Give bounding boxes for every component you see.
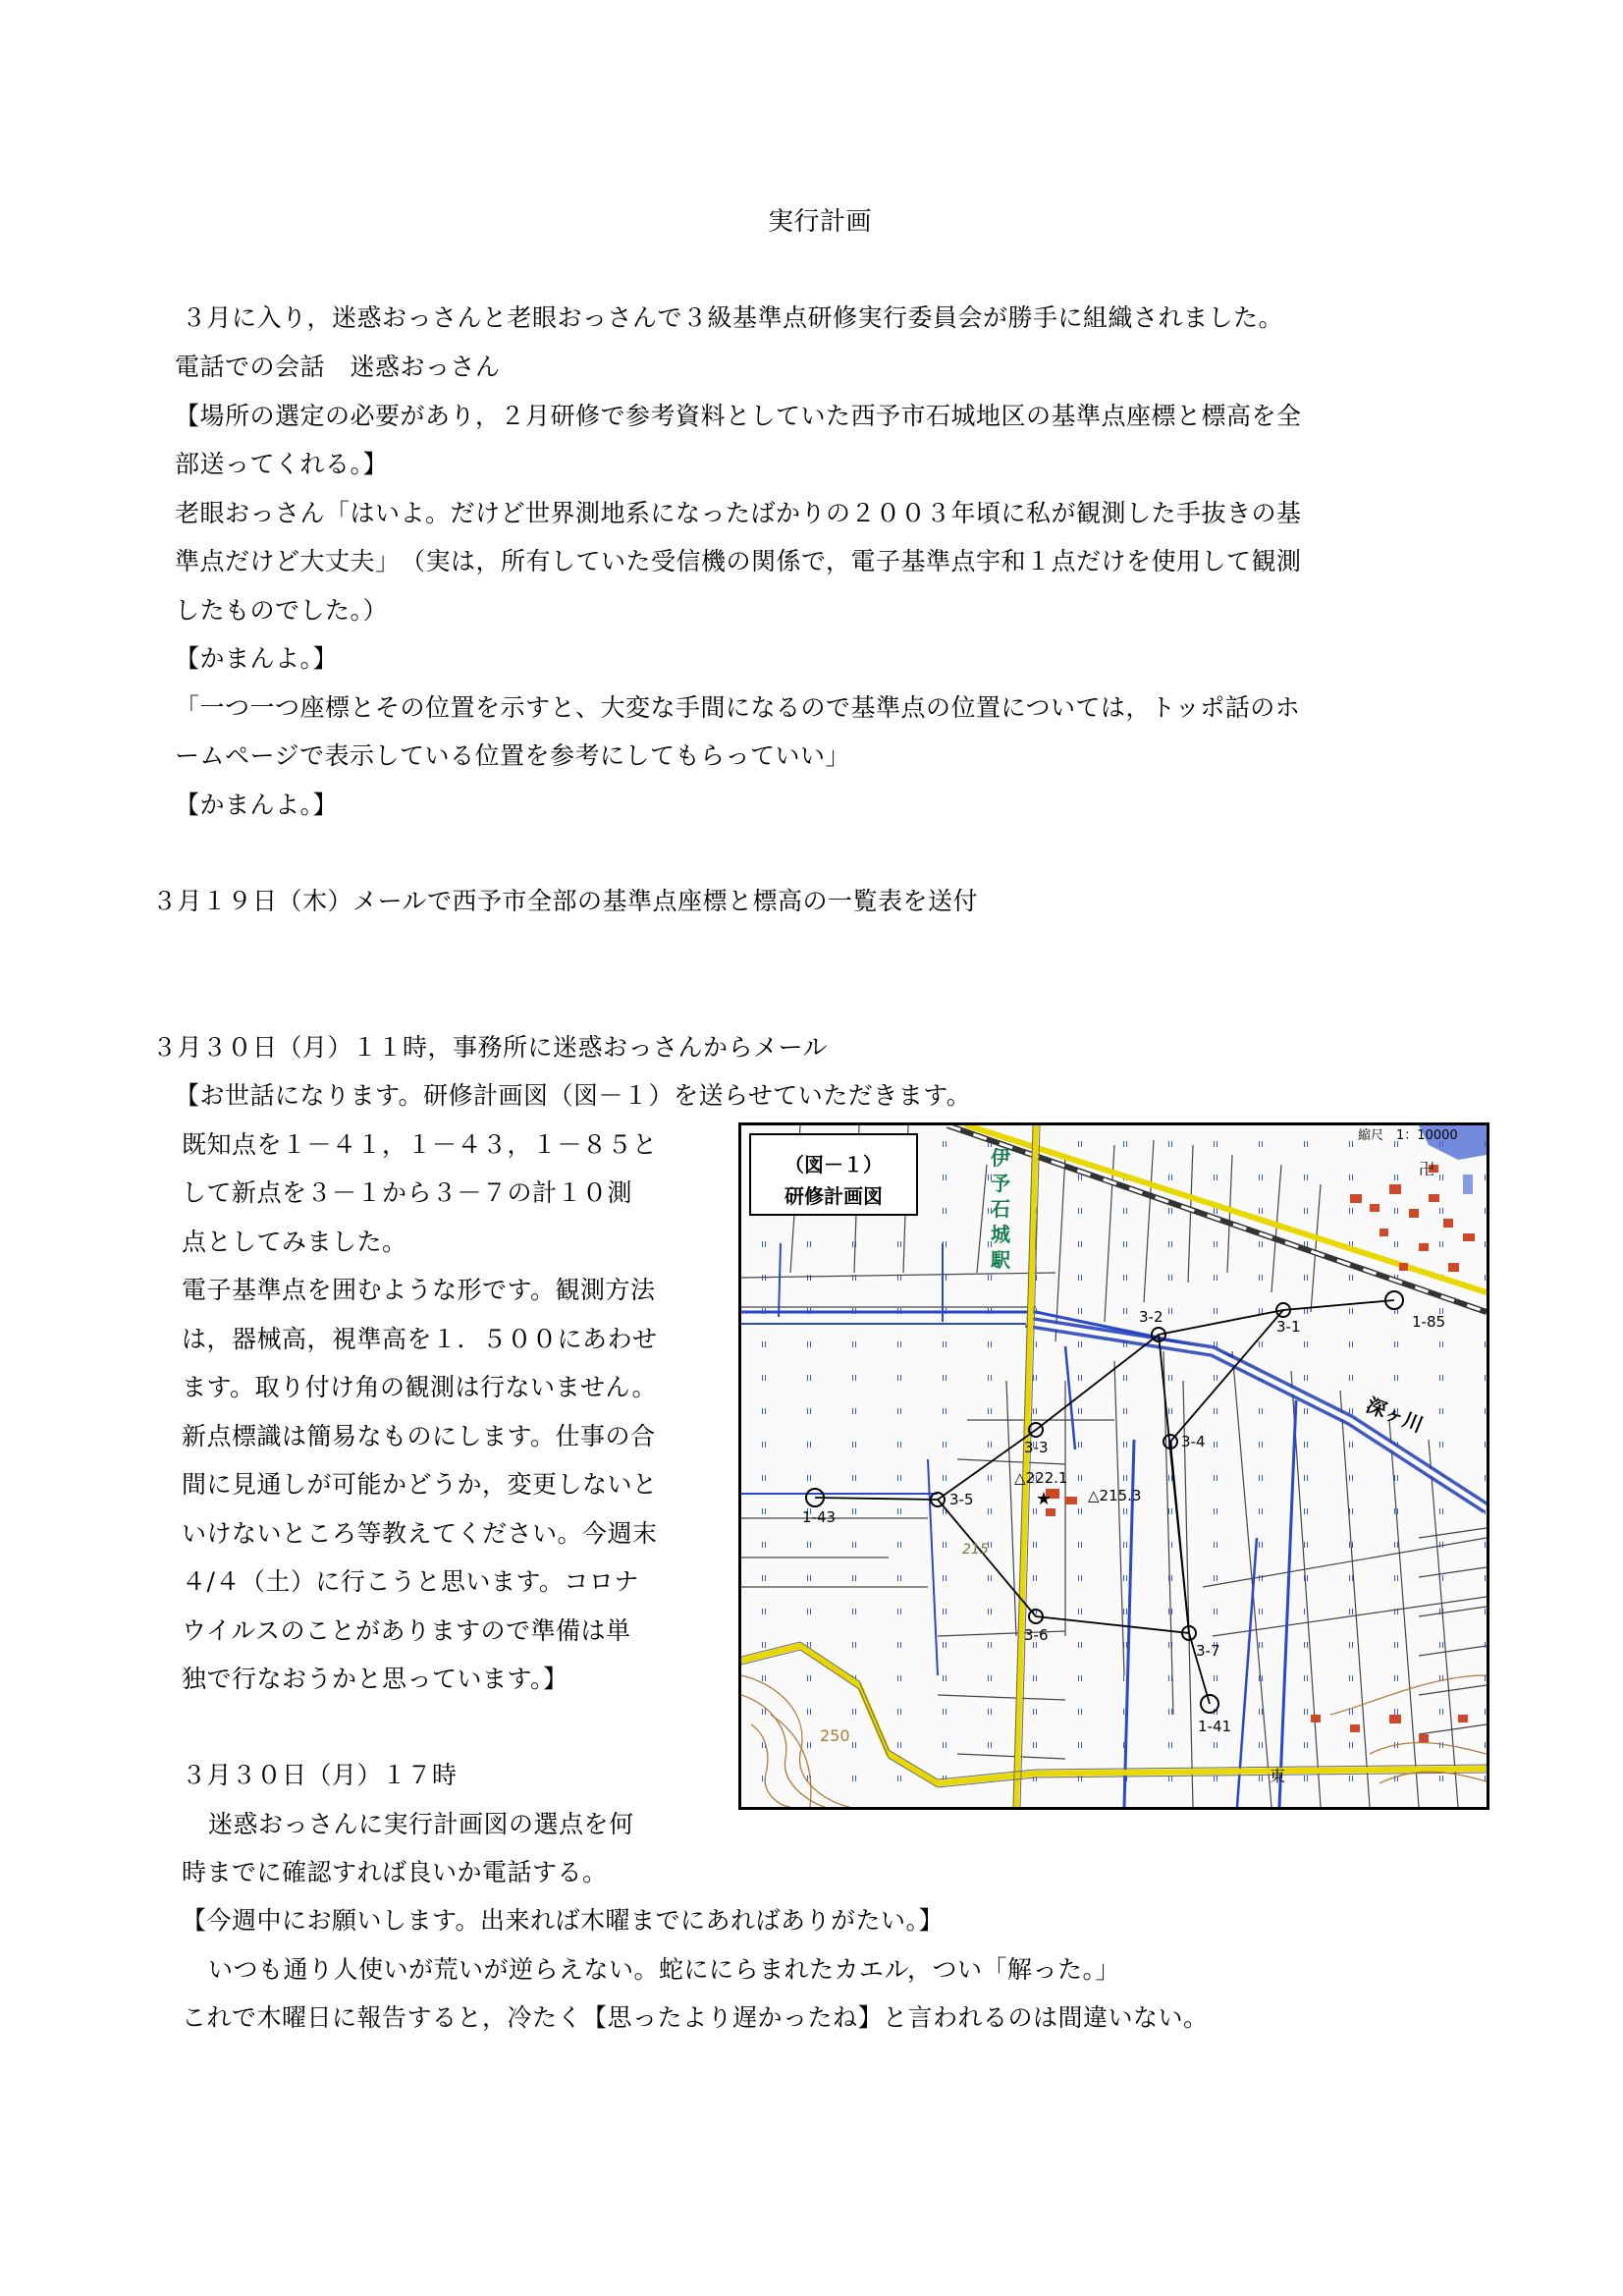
paragraph-request-1: 【場所の選定の必要があり，２月研修で参考資料としていた西予市石城地区の基準点座標と標高を全 bbox=[175, 402, 1302, 430]
label-1-85: 1-85 bbox=[1412, 1313, 1446, 1331]
label-1-41: 1-41 bbox=[1198, 1718, 1232, 1735]
paragraph-frog: いつも通り人使いが荒いが逆らえない。蛇ににらまれたカエル，つい「解った。」 bbox=[208, 1955, 1121, 1984]
small-pond bbox=[1463, 1175, 1473, 1194]
label-3-1: 3-1 bbox=[1276, 1318, 1301, 1336]
paragraph-method-2: は，器械高，視準高を１．５００にあわせ bbox=[182, 1325, 658, 1353]
paragraph-reply-2: 準点だけど大丈夫」 （実は，所有していた受信機の関係で，電子基準点宇和１点だけを使用して観測 bbox=[175, 547, 1302, 575]
station-name bbox=[990, 1146, 1011, 1272]
survey-plan-map bbox=[738, 1122, 1489, 1810]
paragraph-known-points-1: 既知点を１－４１，１－４３，１－８５と bbox=[182, 1130, 658, 1159]
paragraph-ok-1: 【かまんよ。】 bbox=[175, 644, 339, 673]
station-char-4: 城 bbox=[991, 1223, 1010, 1246]
contour-label-hill: 250 bbox=[820, 1726, 850, 1745]
station-char-5: 駅 bbox=[991, 1248, 1010, 1272]
paragraph-method-7: ４/４（土）に行こうと思います。コロナ bbox=[182, 1567, 639, 1596]
figure-caption-title: 研修計画図 bbox=[784, 1184, 883, 1208]
paragraph-reply-3: したものでした。） bbox=[175, 596, 389, 625]
paragraph-method-3: ます。取り付け角の観測は行ないません。 bbox=[182, 1373, 658, 1401]
temple-icon: 卍 bbox=[1419, 1160, 1435, 1178]
label-3-3: 3-3 bbox=[1024, 1439, 1049, 1456]
paragraph-method-8: ウイルスのことがありますので準備は単 bbox=[182, 1616, 631, 1645]
paragraph-method-5: 間に見通しが可能かどうか，変更しないと bbox=[182, 1470, 658, 1499]
label-3-6: 3-6 bbox=[1024, 1626, 1049, 1644]
label-1-43: 1-43 bbox=[802, 1508, 837, 1526]
paragraph-method-4: 新点標識は簡易なものにします。仕事の合 bbox=[182, 1422, 656, 1450]
map-label-east: 東 bbox=[1270, 1767, 1286, 1785]
label-3-2: 3-2 bbox=[1139, 1308, 1163, 1326]
paragraph-mail-greeting: 【お世話になります。研修計画図（図－１）を送らせていただきます。 bbox=[175, 1081, 972, 1110]
paragraph-reply-thursday: 【今週中にお願いします。出来れば木曜までにあればありがたい。】 bbox=[182, 1906, 945, 1935]
paragraph-phone-call: 電話での会話 迷惑おっさん bbox=[175, 353, 501, 381]
contour-label-215: 215 bbox=[962, 1542, 989, 1558]
map-scale: 縮尺 1：10000 bbox=[1358, 1128, 1458, 1143]
electronic-reference-point-mark: ★ bbox=[1036, 1489, 1053, 1509]
paragraph-call-1: 迷惑おっさんに実行計画図の選点を何 bbox=[208, 1810, 634, 1838]
figure-caption-box bbox=[749, 1133, 918, 1216]
paragraph-ok-2: 【かまんよ。】 bbox=[175, 791, 339, 819]
elevation-215: △215.3 bbox=[1088, 1487, 1142, 1504]
label-3-7: 3-7 bbox=[1196, 1642, 1220, 1660]
paragraph-march-30-mail: ３月３０日（月）１１時，事務所に迷惑おっさんからメール bbox=[152, 1033, 829, 1062]
page-title: 実行計画 bbox=[768, 207, 873, 237]
paragraph-reply-1: 老眼おっさん「はいよ。だけど世界測地系になったばかりの２００３年頃に私が観測した手抜きの基 bbox=[175, 499, 1302, 527]
paragraph-march-19: ３月１９日（木）メールで西予市全部の基準点座標と標高の一覧表を送付 bbox=[152, 887, 979, 915]
paragraph-known-points-2: して新点を３－１から３－７の計１０測 bbox=[182, 1178, 633, 1207]
paragraph-conclusion: これで木曜日に報告すると，冷たく【思ったより遅かったね】と言われるのは間違いない。 bbox=[182, 2003, 1209, 2032]
label-3-5: 3-5 bbox=[949, 1491, 974, 1508]
paddy-field-area bbox=[741, 1125, 1487, 1807]
paragraph-call-2: 時までに確認すれば良いか電話する。 bbox=[182, 1858, 608, 1886]
survey-plan-map-drawing bbox=[741, 1125, 1487, 1807]
station-char-3: 石 bbox=[991, 1197, 1010, 1221]
paragraph-method-9: 独で行なおうかと思っています。】 bbox=[182, 1665, 568, 1693]
station-char-2: 予 bbox=[991, 1172, 1010, 1195]
label-3-4: 3-4 bbox=[1181, 1433, 1206, 1450]
paragraph-method-6: いけないところ等教えてください。今週末 bbox=[182, 1519, 658, 1548]
paragraph-request-2: 部送ってくれる。】 bbox=[175, 450, 389, 478]
paragraph-intro: ３月に入り，迷惑おっさんと老眼おっさんで３級基準点研修実行委員会が勝手に組織されました。 bbox=[182, 303, 1284, 332]
figure-caption-number: （図－１） bbox=[784, 1153, 883, 1176]
paragraph-position-2: ームページで表示している位置を参考にしてもらっていい」 bbox=[175, 741, 851, 770]
river-name: 深ヶ川 bbox=[1363, 1393, 1427, 1438]
elevation-222: △222.1 bbox=[1014, 1469, 1068, 1487]
paragraph-position-1: 「一つ一つ座標とその位置を示すと、大変な手間になるので基準点の位置については，トッポ話のホ bbox=[175, 693, 1301, 722]
paragraph-method-1: 電子基準点を囲むような形です。観測方法 bbox=[182, 1276, 656, 1304]
station-char-1: 伊 bbox=[991, 1146, 1010, 1170]
paragraph-known-points-3: 点としてみました。 bbox=[182, 1228, 407, 1256]
paragraph-march-30-call: ３月３０日（月）１７時 bbox=[182, 1761, 458, 1789]
